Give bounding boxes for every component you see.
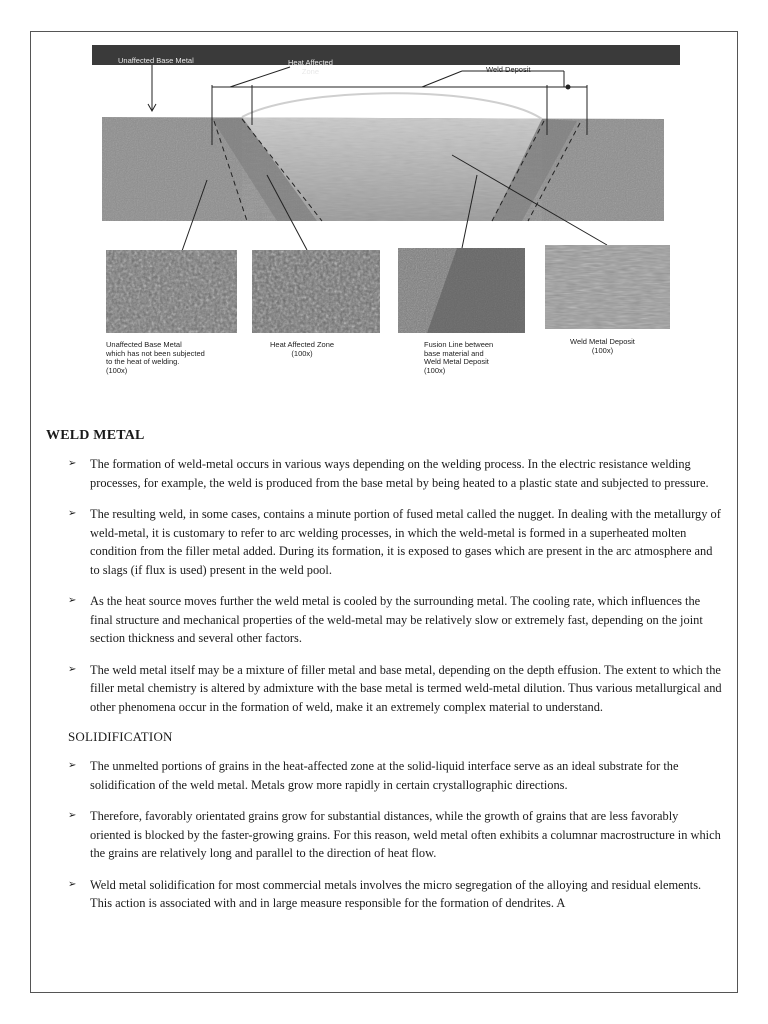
micrograph-weld-deposit (545, 245, 670, 329)
list-item-text: The unmelted portions of grains in the heat-affected zone at the solid-liquid interface serve as an ideal substrate for the solidification of the weld metal. Metals grow more rapidly in certain crystallographic directions. (90, 759, 679, 792)
document-body (46, 428, 722, 926)
weld-cross-section-figure (92, 45, 680, 388)
label-weld-deposit: Weld Deposit (486, 65, 531, 74)
caption-weld-deposit: Weld Metal Deposit (100x) (570, 337, 635, 355)
arrow-bullet-icon: ➢ (68, 810, 77, 821)
list-item (46, 592, 722, 648)
label-unaffected-base-metal: Unaffected Base Metal (118, 56, 194, 65)
caption-base-metal: Unaffected Base Metal which has not been subjected to the heat of welding. (100x) (106, 340, 205, 375)
arrow-bullet-icon: ➢ (68, 458, 77, 469)
list-item-text: The weld metal itself may be a mixture of filler metal and base metal, depending on the depth effusion. The extent to which the filler metal chemistry is altered by admixture with the base metal is termed weld-metal dilution. Thus various metallurgical and other phenomena occur in the formation of weld, make it an extremely complex material to understand. (90, 662, 722, 714)
arrow-bullet-icon: ➢ (68, 595, 77, 606)
solidification-bullet-list (46, 757, 722, 913)
list-item (46, 807, 722, 863)
micrograph-base-metal (106, 250, 237, 333)
list-item (46, 876, 722, 913)
list-item-text: The formation of weld-metal occurs in various ways depending on the welding process. In the electric resistance welding processes, for example, the weld is produced from the base metal by being heated to a plastic state and subjected to pressure. (90, 457, 709, 490)
list-item (46, 505, 722, 579)
subsection-heading-solidification: SOLIDIFICATION (68, 729, 173, 744)
caption-haz: Heat Affected Zone (100x) (270, 340, 335, 358)
micrograph-heat-affected-zone (252, 250, 380, 333)
list-item (46, 455, 722, 492)
list-item-text: The resulting weld, in some cases, contains a minute portion of fused metal called the nugget. In dealing with the metallurgy of weld-metal, it is customary to refer to arc welding processes, in which the weld-metal is formed in a superheated molten condition from the filler metal added. During its formation, it is exposed to gases which are present in the arc atmosphere and to slags (if flux is used) present in the weld pool. (90, 507, 721, 577)
arrow-bullet-icon: ➢ (68, 760, 77, 771)
list-item-text: Therefore, favorably orientated grains grow for substantial distances, while the growth of grains that are less favorably oriented is blocked by the faster-growing grains. For this reason, weld metal often exhibits a columnar macrostructure in which the grains are relatively long and parallel to the direction of heat flow. (90, 809, 721, 860)
caption-fusion-line: Fusion Line between base material and Weld Metal Deposit (100x) (424, 340, 494, 375)
list-item (46, 757, 722, 794)
arrow-bullet-icon: ➢ (68, 663, 77, 675)
list-item-text: As the heat source moves further the weld metal is cooled by the surrounding metal. The cooling rate, which influences the final structure and mechanical properties of the weld-metal may be relatively slow or extremely fast, depending on the joint section thickness and several other factors. (90, 594, 703, 645)
arrow-bullet-icon: ➢ (68, 508, 77, 519)
label-heat-affected-zone: Heat Affected Zone (288, 58, 333, 76)
weld-metal-bullet-list (46, 455, 722, 716)
list-item-text: Weld metal solidification for most commercial metals involves the micro segregation of the alloying and residual elements. This action is associated with and in large measure responsible for the formation of dendrites. A (90, 877, 702, 910)
list-item (46, 661, 722, 717)
arrow-bullet-icon: ➢ (68, 878, 77, 890)
micrograph-fusion-line (398, 248, 525, 333)
section-heading-weld-metal: WELD METAL (46, 428, 145, 443)
